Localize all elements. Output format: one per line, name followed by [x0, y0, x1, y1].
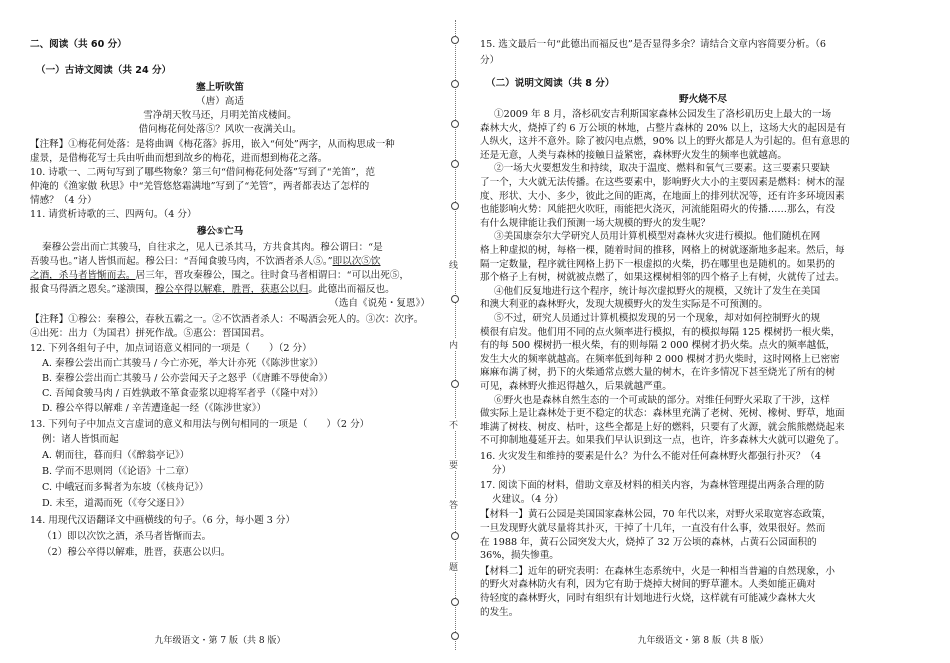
- option-a: A. 秦穆公尝出而亡其骏马 / 今亡亦死，举大计亦死（《陈涉世家》）: [42, 358, 324, 369]
- page-footer: 九年级语文・第 7 版（共 8 版）: [154, 636, 286, 646]
- prose-text-part: 居三年，晋攻秦穆公，围之。往时食马者相谓曰：“可以出死⑤，: [135, 270, 410, 281]
- article-line: 森林大火，烧掉了约 6 万公顷的林地，占整片森林的 20% 以上，这场大火的起因是有: [480, 122, 846, 134]
- binding-gutter: [448, 20, 464, 650]
- article-line: 在 1988 年，黄石公园突发大火，烧掉了 32 万公顷的森林，占黄石公园面积的: [480, 536, 817, 548]
- binding-hole-icon: [451, 160, 459, 168]
- article-line: 待轻度的森林野火，同时有组织有计划地进行火烧，这样就有可能减少森林大火: [480, 593, 816, 604]
- article-line: ⑤不过，研究人员通过计算机模拟发现的另一个现象，却对如何控制野火的规: [494, 313, 821, 324]
- article-line: ⑥野火也是森林自然生态的一个可或缺的部分。对维任何野火采取了干涉，这样: [494, 394, 830, 406]
- underlined-sentence: 即以次⑤饮: [332, 256, 381, 267]
- prose-source: （选自《说苑・复恩》）: [329, 298, 430, 309]
- article-line: 隔一定数量，程序就往网格上扔下一根虚拟的火柴，扔在哪里也是随机的。如果扔的: [480, 258, 835, 270]
- left-page: [0, 0, 440, 663]
- question-12: 12. 下列各组句子中，加点词语意义相同的一项是（ ）（2 分）: [30, 343, 312, 354]
- poem-line: 雪净胡天牧马还，月明羌笛戍楼间。: [143, 110, 297, 121]
- article-line: 【材料二】近年的研究表明：在森林生态系统中，火是一种相当普遍的自然现象，小: [480, 565, 835, 577]
- article-line: 分）: [492, 464, 512, 476]
- prose-text-part: 。此德出而福反也。: [308, 284, 395, 295]
- article-line: ④他们反复地进行这个程序，统计每次虚拟野火的规模，又统计了发生在美国: [494, 285, 821, 297]
- article-line: ②一场大火要想发生和持续，取决于温度、燃料和氧气三要素。这三要素只要缺: [494, 163, 830, 175]
- page-footer: 九年级语文・第 8 版（共 8 版）: [637, 636, 769, 646]
- option-c: C. 吾闻食骏马肉 / 百姓孰敢不箪食壶浆以迎将军者乎（《隆中对》）: [42, 388, 324, 399]
- article-line: ③美国康奈尔大学研究人员用计算机模型对森林火灾进行模拟。他们随机在网: [494, 231, 821, 243]
- gutter-label: 线: [449, 258, 458, 271]
- right-page: [468, 0, 950, 663]
- article-line: 还是无意，人类与森林的接触日益紧密，森林野火发生的频率也就越高。: [480, 149, 787, 161]
- binding-hole-icon: [451, 598, 459, 606]
- prose-text: 秦穆公尝出而亡其骏马，自往求之，见人已杀其马，方共食其肉。穆公谓曰：“是: [42, 242, 383, 253]
- annotation-text: ④出死：出力（为国君）拼死作战。⑤惠公：晋国国君。: [30, 328, 270, 339]
- article-line: ①2009 年 8 月，洛杉矶安吉利斯国家森林公园发生了洛杉矶历史上最大的一场: [494, 109, 832, 120]
- question-10-cont: 仲淹的《渔家傲 秋思》中“羌管悠悠霜满地”写到了“羌管”，两者都表达了怎样的: [30, 181, 370, 192]
- gutter-label: 答: [449, 498, 458, 511]
- option-a: A. 朝而往，暮而归（《醉翁亭记》）: [42, 450, 190, 461]
- article-line: 36%，损失惨重。: [480, 550, 559, 562]
- prose-text-part: 吾骏马也。”诸人皆惧而起。穆公曰：“吾闻食骏马肉，不饮酒者杀人⑤。”: [30, 256, 333, 267]
- article-title: 野火烧不尽: [679, 94, 727, 105]
- annotation-text: 【注释】①梅花何处落：是将曲调《梅花落》拆用，嵌入“何处”两字，从而构思成一种: [30, 139, 395, 150]
- binding-hole-icon: [451, 202, 459, 210]
- example-sentence: 例：诸人皆惧而起: [42, 434, 119, 445]
- poem-author: （唐）高适: [196, 96, 244, 107]
- article-line: 度、形状、大小、多少，彼此之间的距离，在地面上的排列状况等，还有许多环境因素: [480, 190, 845, 202]
- article-line: 有什么规律能让我们预测一场大规模的野火的发生呢？: [480, 217, 711, 229]
- article-line: 格上种虚拟的树，每格一棵，随着时间的推移，网格上的树就逐渐地多起来。然后，每: [480, 245, 845, 256]
- binding-hole-icon: [451, 380, 459, 388]
- annotation-text: 【注释】①穆公：秦穆公，春秋五霸之一。②不饮酒者杀人：不喝酒会死人的。③次：次序。: [30, 314, 424, 325]
- article-line: 做实际上是让森林处于更不稳定的状态：森林里充满了老树、死树、橡树、野草，地面: [480, 408, 845, 420]
- article-line: 麻麻布满了树，扔下的火柴通常点燃大量的树木，在许多情况下甚至烧光了所有的树: [480, 367, 835, 379]
- sub-question: （2）穆公卒得以解难，胜晋，获惠公以归。: [42, 547, 231, 558]
- option-b: B. 学而不思则罔（《论语》十二章）: [42, 466, 195, 477]
- cut-line: [455, 20, 456, 650]
- question-11: 11. 请赏析诗歌的三、四两句。（4 分）: [30, 209, 197, 220]
- question-10: 10. 诗歌一、二两句写到了哪些物象？第三句“借问梅花何处落”写到了“羌笛”，范: [30, 167, 375, 178]
- poem-title: 塞上听吹笛: [196, 82, 244, 93]
- subsection-heading-expository: （二）说明文阅读（共 8 分）: [486, 78, 615, 89]
- option-b: B. 秦穆公尝出而亡其骏马 / 公亦尝闻天子之怒乎（《唐雎不辱使命》）: [42, 373, 334, 384]
- question-14: 14. 用现代汉语翻译文中画横线的句子。（6 分，每小题 3 分）: [30, 515, 296, 526]
- article-line: 一旦发现野火就尽量将其扑灭，干掉了十几年，一直没有什么事，效果很好。然而: [480, 523, 826, 534]
- option-d: D. 穆公卒得以解难 / 辛苦遭逢起一经（《陈涉世家》）: [42, 403, 267, 414]
- option-d: D. 未至，道渴而死（《夸父逐日》）: [42, 498, 190, 509]
- binding-hole-icon: [451, 36, 459, 44]
- article-line: 可见，森林野火推迟得越久，后果就越严重。: [480, 381, 672, 392]
- gutter-label: 题: [449, 560, 458, 573]
- article-line: 的发生。: [480, 606, 519, 618]
- article-line: 模很有启发。他们用不同的点火频率进行模拟，有的模拟每隔 125 棵树扔一根火柴，: [480, 326, 841, 338]
- article-line: 了一个，大火就无法传播。在这些要素中，影响野火大小的主要因素是燃料：树木的湿: [480, 177, 845, 188]
- article-line: 火建议。（4 分）: [492, 493, 564, 505]
- question-10-cont: 情感？（4 分）: [30, 195, 97, 206]
- binding-hole-icon: [451, 80, 459, 88]
- article-line: 17. 阅读下面的材料，借助文章及材料的相关内容，为森林管理提出两条合理的防: [480, 480, 825, 492]
- article-line: 那个格子上有树，树就被点燃了，如果这棵树相邻的四个格子上有树，火就传了过去。: [480, 272, 845, 284]
- binding-hole-icon: [451, 295, 459, 303]
- question-13: 13. 下列句子中加点文言虚词的意义和用法与例句相同的一项是（ ）（2 分）: [30, 419, 370, 430]
- article-line: 有的每 500 棵树扔一根火柴，有的则每隔 2 000 棵树才扔火柴。点火的频率越低，: [480, 340, 836, 352]
- article-line: 的野火对森林防火有利，因为它有助于烧掉大树间的野草灌木。人类如能正确对: [480, 579, 816, 591]
- sub-question: （1）即以次饮之酒，杀马者皆惭而去。: [42, 531, 212, 542]
- annotation-text: 虚景，是借梅花写士兵由听曲而想到故乡的梅花，进而想到梅花之落。: [30, 153, 328, 164]
- prose-text: [30, 255, 381, 269]
- binding-hole-icon: [451, 120, 459, 128]
- question-15-cont: 分）: [480, 55, 500, 66]
- article-line: 堆满了树枝、树皮、枯叶，这些全都是上好的燃料，只要有了火源，就会熊熊燃烧起来: [480, 421, 845, 433]
- question-15: 15. 选文最后一句“此德出而福反也”是否显得多余？请结合文章内容简要分析。（6: [480, 39, 827, 50]
- prose-text: [30, 269, 409, 283]
- poem-line: 借问梅花何处落⑤？风吹一夜满关山。: [138, 124, 302, 135]
- prose-title: 穆公⑤亡马: [196, 226, 244, 237]
- gutter-label: 要: [449, 458, 458, 471]
- option-c: C. 中峨冠而多髯者为东坡（《核舟记》）: [42, 482, 209, 493]
- prose-text-part: 报食马得酒之恩矣。”遂溃围，: [30, 284, 155, 295]
- binding-hole-icon: [451, 532, 459, 540]
- gutter-label: 内: [449, 338, 458, 351]
- subsection-heading-poetry: （一）古诗文阅读（共 24 分）: [36, 65, 172, 76]
- binding-hole-icon: [451, 632, 459, 640]
- gutter-label: 不: [449, 418, 458, 431]
- article-line: 不可抑制地蔓延开去。如果我们早认识到这一点，也许，许多森林大火就可以避免了。: [480, 435, 845, 447]
- article-line: 发生大火的频率就越高。在频率低到每种 2 000 棵树才扔火柴时，这时网格上已密密: [480, 353, 840, 365]
- article-line: 和澳大利亚的森林野火，发现大规模野火的发生实际是不可预测的。: [480, 299, 768, 311]
- article-line: 也能影响火势：风能把火吹旺，雨能把火浇灭，河流能阻碍火的传播……那么，有没: [480, 204, 835, 216]
- article-line: 【材料一】黄石公园是美国国家森林公园，70 年代以来，对野火采取宽容态政策，: [480, 509, 832, 521]
- prose-text: [30, 283, 395, 297]
- underlined-sentence: 穆公卒得以解难，胜晋，获惠公以归: [154, 284, 309, 295]
- article-line: 人纵火，这并不意外。除了被闪电点燃，90% 以上的野火都是人为引起的。但有意思的: [480, 136, 850, 148]
- section-heading: 二、阅读（共 60 分）: [30, 39, 127, 50]
- article-line: 16. 火灾发生和维持的要素是什么？为什么不能对任何森林野火都强行扑灭？（4: [480, 451, 822, 462]
- underlined-sentence: 之酒，杀马者皆惭而去。: [30, 270, 136, 281]
